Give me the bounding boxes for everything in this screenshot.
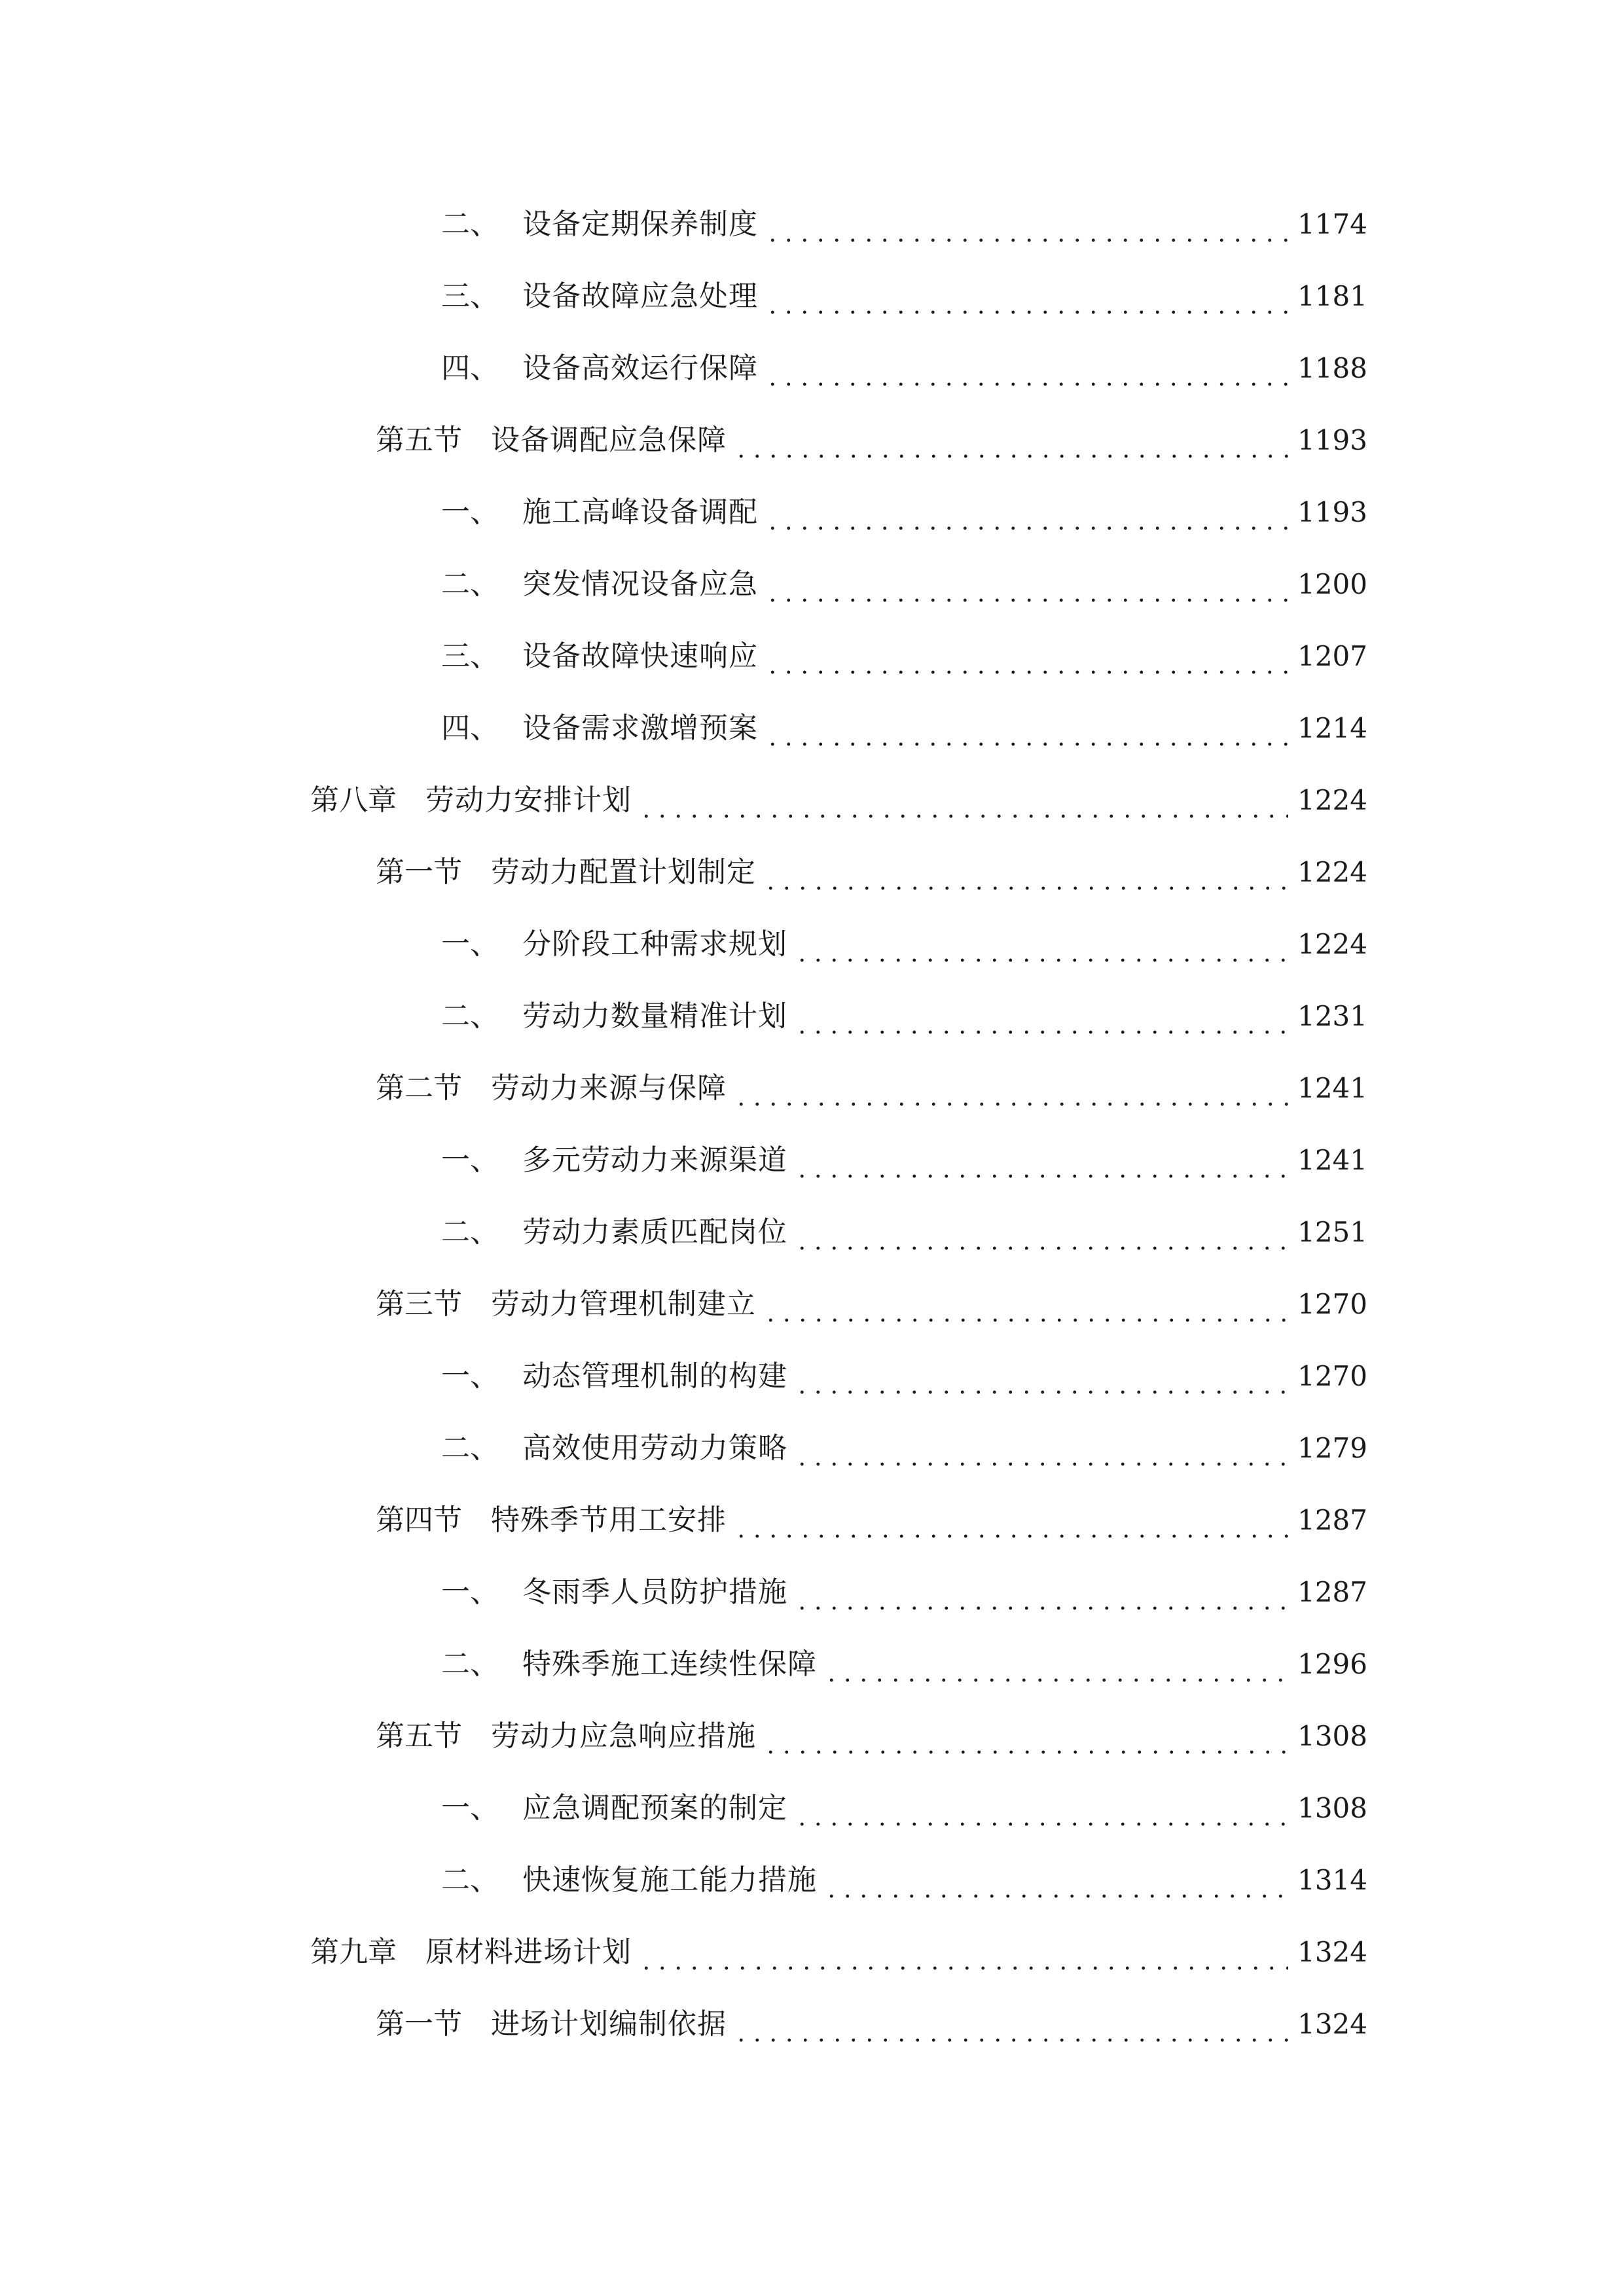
toc-entry-page-number: 1207 [1297, 640, 1367, 672]
dot-leader [765, 238, 1288, 242]
toc-entry[interactable] [0, 692, 1624, 764]
toc-entry-number: 第五节 [376, 1719, 462, 1753]
toc-entry-title: 设备故障快速响应 [522, 639, 758, 673]
toc-entry-page-number: 1193 [1297, 424, 1367, 456]
toc-entry[interactable] [0, 404, 1624, 476]
toc-entry-heading [441, 639, 758, 673]
dot-leader [823, 1678, 1288, 1682]
toc-entry-page-number: 1270 [1297, 1360, 1367, 1392]
toc-entry-heading [441, 999, 787, 1033]
toc-entry-title: 劳动力安排计划 [425, 783, 632, 817]
toc-entry-page-number: 1241 [1297, 1072, 1367, 1104]
dot-leader [763, 1318, 1288, 1322]
dot-leader [765, 670, 1288, 674]
dot-leader [765, 310, 1288, 314]
dot-leader [794, 1462, 1288, 1466]
toc-entry-title: 劳动力素质匹配岗位 [522, 1215, 787, 1249]
toc-entry[interactable] [0, 260, 1624, 332]
toc-entry-number: 四、 [441, 711, 499, 745]
toc-entry-title: 应急调配预案的制定 [522, 1791, 787, 1825]
toc-entry[interactable] [0, 1052, 1624, 1124]
toc-entry-title: 突发情况设备应急 [522, 567, 758, 601]
toc-entry-heading [441, 1143, 787, 1177]
toc-entry-title: 设备需求激增预案 [522, 711, 758, 745]
toc-entry-heading [376, 1071, 727, 1105]
toc-entry-number: 第九章 [310, 1935, 397, 1969]
toc-entry-number: 三、 [441, 279, 499, 313]
toc-entry[interactable] [0, 1916, 1624, 1988]
toc-entry-page-number: 1308 [1297, 1792, 1367, 1824]
dot-leader [794, 1822, 1288, 1826]
toc-entry-heading [441, 1575, 787, 1609]
toc-entry[interactable] [0, 1628, 1624, 1700]
toc-entry[interactable] [0, 1484, 1624, 1556]
toc-entry-heading [441, 1215, 787, 1249]
toc-entry-heading [441, 495, 758, 529]
toc-entry-page-number: 1251 [1297, 1216, 1367, 1248]
toc-entry[interactable] [0, 1268, 1624, 1340]
toc-entry-title: 设备调配应急保障 [491, 423, 727, 457]
toc-entry-number: 一、 [441, 1359, 499, 1393]
toc-entry-page-number: 1224 [1297, 784, 1367, 816]
dot-leader [765, 526, 1288, 530]
toc-entry-page-number: 1314 [1297, 1864, 1367, 1896]
toc-entry[interactable] [0, 1556, 1624, 1628]
toc-entry-number: 二、 [441, 1431, 499, 1465]
toc-entry-title: 设备定期保养制度 [522, 207, 758, 241]
dot-leader [638, 814, 1288, 818]
toc-entry-number: 第三节 [376, 1287, 462, 1321]
toc-entry-title: 多元劳动力来源渠道 [522, 1143, 787, 1177]
dot-leader [794, 1174, 1288, 1178]
toc-entry-page-number: 1188 [1297, 352, 1367, 384]
dot-leader [794, 1030, 1288, 1034]
toc-entry-number: 一、 [441, 1791, 499, 1825]
toc-entry-title: 设备故障应急处理 [522, 279, 758, 313]
toc-entry-number: 一、 [441, 1143, 499, 1177]
toc-entry-number: 二、 [441, 999, 499, 1033]
toc-entry-page-number: 1214 [1297, 712, 1367, 744]
toc-entry-page-number: 1287 [1297, 1504, 1367, 1536]
toc-entry-heading [310, 783, 632, 817]
toc-entry-heading [441, 351, 758, 385]
toc-entry-number: 二、 [441, 1647, 499, 1681]
toc-entry-page-number: 1193 [1297, 496, 1367, 528]
toc-entry-title: 设备高效运行保障 [522, 351, 758, 385]
table-of-contents [0, 188, 1624, 2060]
toc-entry-title: 劳动力管理机制建立 [491, 1287, 756, 1321]
toc-entry[interactable] [0, 620, 1624, 692]
toc-entry[interactable] [0, 764, 1624, 836]
toc-entry-title: 快速恢复施工能力措施 [522, 1863, 817, 1897]
toc-entry-heading [376, 855, 756, 889]
dot-leader [765, 382, 1288, 386]
toc-entry-number: 二、 [441, 1863, 499, 1897]
toc-entry-title: 劳动力配置计划制定 [491, 855, 756, 889]
toc-entry[interactable] [0, 1124, 1624, 1196]
toc-entry-heading [441, 711, 758, 745]
toc-entry[interactable] [0, 476, 1624, 548]
toc-entry-heading [441, 1791, 787, 1825]
dot-leader [638, 1966, 1288, 1970]
toc-entry-page-number: 1270 [1297, 1288, 1367, 1320]
toc-entry-page-number: 1224 [1297, 928, 1367, 960]
toc-entry-title: 高效使用劳动力策略 [522, 1431, 787, 1465]
toc-entry-heading [376, 1719, 756, 1753]
toc-entry-number: 第一节 [376, 2007, 462, 2041]
toc-entry-title: 特殊季施工连续性保障 [522, 1647, 817, 1681]
toc-entry-title: 分阶段工种需求规划 [522, 927, 787, 961]
toc-entry[interactable] [0, 1412, 1624, 1484]
toc-entry-heading [376, 423, 727, 457]
toc-entry-heading [441, 1863, 817, 1897]
toc-entry[interactable] [0, 1772, 1624, 1844]
toc-entry-heading [441, 567, 758, 601]
toc-entry-page-number: 1287 [1297, 1576, 1367, 1608]
toc-entry-page-number: 1279 [1297, 1432, 1367, 1464]
dot-leader [794, 1246, 1288, 1250]
toc-entry-title: 劳动力来源与保障 [491, 1071, 727, 1105]
dot-leader [794, 958, 1288, 962]
toc-entry-title: 进场计划编制依据 [491, 2007, 727, 2041]
toc-entry-title: 特殊季节用工安排 [491, 1503, 727, 1537]
dot-leader [765, 742, 1288, 746]
toc-entry-number: 第五节 [376, 423, 462, 457]
toc-entry-heading [310, 1935, 632, 1969]
dot-leader [763, 1750, 1288, 1754]
toc-entry[interactable] [0, 1988, 1624, 2060]
toc-entry-number: 第八章 [310, 783, 397, 817]
dot-leader [733, 2038, 1288, 2042]
toc-entry[interactable] [0, 1340, 1624, 1412]
toc-entry-heading [441, 927, 787, 961]
toc-entry-number: 一、 [441, 1575, 499, 1609]
toc-entry[interactable] [0, 188, 1624, 260]
toc-entry-heading [441, 1647, 817, 1681]
toc-entry-page-number: 1174 [1297, 208, 1367, 240]
toc-entry-heading [376, 1287, 756, 1321]
toc-entry-page-number: 1181 [1297, 280, 1367, 312]
toc-entry-title: 劳动力数量精准计划 [522, 999, 787, 1033]
toc-entry[interactable] [0, 908, 1624, 980]
toc-entry-number: 三、 [441, 639, 499, 673]
toc-entry-page-number: 1200 [1297, 568, 1367, 600]
toc-entry-heading [441, 1431, 787, 1465]
dot-leader [765, 598, 1288, 602]
toc-entry-title: 冬雨季人员防护措施 [522, 1575, 787, 1609]
toc-entry-number: 第二节 [376, 1071, 462, 1105]
toc-entry-page-number: 1224 [1297, 856, 1367, 888]
toc-entry-title: 原材料进场计划 [425, 1935, 632, 1969]
toc-entry-page-number: 1241 [1297, 1144, 1367, 1176]
toc-entry-number: 一、 [441, 495, 499, 529]
toc-entry-number: 第四节 [376, 1503, 462, 1537]
dot-leader [733, 1102, 1288, 1106]
toc-entry-heading [441, 207, 758, 241]
toc-entry-page-number: 1231 [1297, 1000, 1367, 1032]
toc-entry-title: 施工高峰设备调配 [522, 495, 758, 529]
toc-entry-heading [376, 1503, 727, 1537]
toc-entry[interactable] [0, 836, 1624, 908]
toc-entry[interactable] [0, 548, 1624, 620]
toc-entry[interactable] [0, 332, 1624, 404]
toc-entry-heading [441, 279, 758, 313]
toc-entry-page-number: 1296 [1297, 1648, 1367, 1680]
toc-entry-number: 二、 [441, 567, 499, 601]
toc-entry-number: 二、 [441, 207, 499, 241]
dot-leader [733, 1534, 1288, 1538]
toc-entry[interactable] [0, 1196, 1624, 1268]
dot-leader [794, 1390, 1288, 1394]
dot-leader [794, 1606, 1288, 1610]
toc-entry-heading [441, 1359, 787, 1393]
toc-entry-title: 劳动力应急响应措施 [491, 1719, 756, 1753]
toc-entry-number: 四、 [441, 351, 499, 385]
dot-leader [733, 454, 1288, 458]
toc-entry[interactable] [0, 1844, 1624, 1916]
toc-entry-number: 二、 [441, 1215, 499, 1249]
toc-entry-heading [376, 2007, 727, 2041]
dot-leader [763, 886, 1288, 890]
toc-entry-page-number: 1324 [1297, 1936, 1367, 1968]
toc-entry[interactable] [0, 1700, 1624, 1772]
toc-entry[interactable] [0, 980, 1624, 1052]
toc-entry-number: 一、 [441, 927, 499, 961]
toc-entry-page-number: 1324 [1297, 2008, 1367, 2040]
dot-leader [823, 1894, 1288, 1898]
toc-entry-title: 动态管理机制的构建 [522, 1359, 787, 1393]
toc-entry-page-number: 1308 [1297, 1720, 1367, 1752]
toc-entry-number: 第一节 [376, 855, 462, 889]
